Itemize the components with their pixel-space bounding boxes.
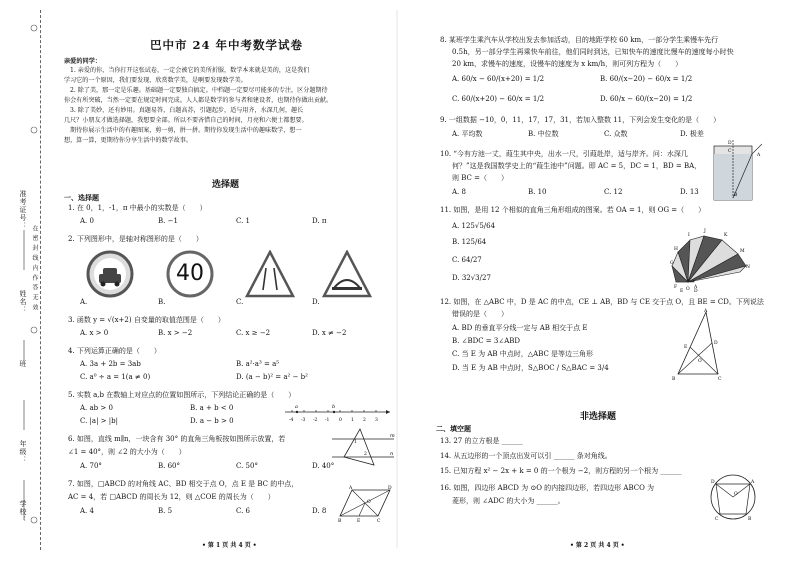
svg-text:E: E <box>680 289 684 294</box>
exam-number-label: 准考证号： <box>19 190 27 230</box>
parallel-lines-triangle-figure <box>330 427 396 467</box>
svg-text:J: J <box>704 229 706 234</box>
q1-option-c[interactable]: C. 1 <box>236 217 251 225</box>
q10-stem: 10. “今有方池一丈，葭生其中央，出水一尺，引葭赴岸，适与岸齐。问：水深几 <box>440 150 688 158</box>
intro-line: 2. 除了美，那一定是乐趣。基础题一定要独自搞定。中档题一定要尽可能多的专注，区分题期待 <box>70 87 328 94</box>
axis-tick: -4 <box>289 418 294 423</box>
section-choice-heading: 选择题 <box>212 180 240 190</box>
name-label: 姓名： <box>19 290 27 314</box>
svg-text:B: B <box>338 519 342 524</box>
q1-option-d[interactable]: D. π <box>312 217 327 225</box>
svg-text:C: C <box>728 149 732 154</box>
q5-option-c[interactable]: C. |a| > |b| <box>80 417 118 425</box>
svg-text:m: m <box>390 433 395 439</box>
q9-option-d[interactable]: D. 极差 <box>680 130 704 138</box>
q6-stem-cont: ∠1 = 40°，则 ∠2 的大小为（ ） <box>68 448 186 456</box>
svg-text:K: K <box>724 233 728 238</box>
q7-option-d[interactable]: D. 8 <box>312 507 327 515</box>
q14-text: 14. 从五边形的一个顶点出发可以引 ______ 条对角线。 <box>440 452 612 460</box>
svg-text:n: n <box>390 451 394 457</box>
q3-option-d[interactable]: D. x ≠ −2 <box>312 329 347 337</box>
q6-option-a[interactable]: A. 70° <box>80 462 102 470</box>
intro-line: 期待你展示生活中的有趣图案，剪一剪，拼一拼。期待你发现生活中的趣味数学，想一 <box>70 127 302 134</box>
q7-option-a[interactable]: A. 4 <box>80 507 94 515</box>
axis-tick: -2 <box>313 418 318 423</box>
q7-stem: 7. 如图，□ABCD 的对角线 AC、BD 相交于点 O，点 E 是 BC 的中点， <box>68 480 299 488</box>
svg-text:2: 2 <box>364 452 367 457</box>
intro-line: 3. 除了美妙，还有妙用。真题易答，白题高苏，引题起步，适与用齐，水深几何，趣长 <box>70 107 304 114</box>
svg-text:A: A <box>751 480 755 485</box>
svg-text:O: O <box>686 287 690 292</box>
q1-option-a[interactable]: A. 0 <box>80 217 94 225</box>
q8-option-a[interactable]: A. 60/x − 60/(x+20) = 1/2 <box>452 75 545 83</box>
q10-option-a[interactable]: A. 8 <box>452 188 466 196</box>
q11-option-a[interactable]: A. 125√5/64 <box>452 222 496 230</box>
intro-line: 1. 亲爱的你，当你打开这张试卷，一定会被它的美所折服，数学本来就是美的，这是我们 <box>70 67 310 74</box>
q12-stem-cont: 错误的是（ ） <box>452 310 508 318</box>
reed-pond-figure <box>710 136 766 202</box>
q11-stem: 11. 如图，是用 12 个相似的直角三角形组成的图案。若 OA = 1，则 OG =（ ） <box>440 206 706 214</box>
hump-bridge-sign-icon <box>322 250 372 298</box>
section-nonchoice-heading: 非选择题 <box>580 412 617 422</box>
svg-text:D: D <box>728 141 732 146</box>
q7-option-b[interactable]: B. 5 <box>158 507 173 515</box>
q8-option-d[interactable]: D. 60/x − 60/(x−20) = 1/2 <box>600 95 693 103</box>
q6-option-b[interactable]: B. 60° <box>158 462 181 470</box>
axis-tick: 0 <box>339 418 342 423</box>
svg-text:O: O <box>367 500 371 505</box>
svg-text:O: O <box>698 359 702 364</box>
grade-label: 年级： <box>19 440 27 464</box>
q11-option-b[interactable]: B. 125/64 <box>452 238 487 246</box>
q12-option-c[interactable]: C. 当 E 为 AB 中点时，△ABC 是等边三角形 <box>452 350 594 358</box>
q12-stem: 12. 如图，在 △ABC 中，D 是 AC 的中点，CE ⊥ AB，BD 与 CE 交于点 O，且 BE = CD。下列说法 <box>440 298 764 306</box>
parallelogram-figure <box>338 484 394 524</box>
svg-text:O: O <box>734 492 738 497</box>
narrow-road-sign-icon <box>245 250 295 298</box>
q8-option-b[interactable]: B. 60/(x−20) − 60/x = 1/2 <box>600 75 693 83</box>
q9-option-b[interactable]: B. 中位数 <box>528 130 559 138</box>
q7-option-c[interactable]: C. 6 <box>236 507 251 515</box>
inscribed-quadrilateral-figure <box>706 470 760 524</box>
svg-text:D: D <box>711 480 715 485</box>
q4-option-b[interactable]: B. a²·a³ = a⁵ <box>236 360 280 368</box>
q12-option-a[interactable]: A. BD 的垂直平分线一定与 AB 相交于点 E <box>452 324 588 332</box>
class-label: 班 <box>19 360 27 368</box>
q3-option-b[interactable]: B. x > −2 <box>158 329 193 337</box>
q3-option-a[interactable]: A. x > 0 <box>80 329 109 337</box>
q6-stem: 6. 如图，直线 m∥n，一块含有 30° 的直角三角板按如图所示放置，若 <box>68 435 286 443</box>
svg-text:N: N <box>746 265 750 270</box>
q2-option-d[interactable]: D. <box>312 298 320 306</box>
q10-option-b[interactable]: B. 10 <box>528 188 547 196</box>
q5-stem: 5. 实数 a,b 在数轴上对应点的位置如图所示，下列结论正确的是（ ） <box>68 391 296 399</box>
q7-stem-cont: AC = 4，若 □ABCD 的周长为 12，则 △COE 的周长为（ ） <box>68 493 275 501</box>
q5-option-d[interactable]: D. a − b > 0 <box>190 417 234 425</box>
svg-text:B: B <box>734 193 738 198</box>
svg-text:1: 1 <box>354 440 357 445</box>
q2-option-b[interactable]: B. <box>158 298 166 306</box>
q6-option-c[interactable]: C. 50° <box>236 462 258 470</box>
svg-text:H: H <box>674 247 678 252</box>
q10-option-c[interactable]: C. 12 <box>604 188 623 196</box>
svg-text:D: D <box>714 341 718 346</box>
intro-line: 几尺？小朋友才做选择题，我想要全部。所以不要吝惜自己的时间，月亮和六便士都想要。 <box>64 117 308 124</box>
q10-stem-cont: 则 BC =（ ） <box>452 174 508 182</box>
q4-stem: 4. 下列运算正确的是（ ） <box>68 347 161 355</box>
intro-line: 想，算一算，更期待你分享生活中的数学故事。 <box>64 137 192 144</box>
q8-stem-cont: 0.5h，另一部分学生再乘快车前往，他们同时到达，已知快车的速度比慢车的速度每小时快 <box>452 48 734 56</box>
school-label: 学校： <box>19 500 27 524</box>
q5-option-a[interactable]: A. ab > 0 <box>80 404 113 412</box>
q16-stem: 16. 如图，四边形 ABCD 为 ⊙O 的内接四边形，若四边形 ABCO 为 <box>440 484 655 492</box>
triangle-abc-figure <box>668 308 724 384</box>
q12-option-d[interactable]: D. 当 E 为 AB 中点时，S△BOC / S△BAC = 3/4 <box>452 364 609 372</box>
no-cars-sign-icon <box>86 250 134 298</box>
q13-text: 13. 27 的立方根是 ______ <box>440 437 523 445</box>
q8-option-c[interactable]: C. 60/(x+20) − 60/x = 1/2 <box>452 95 545 103</box>
q2-option-a[interactable]: A. <box>80 298 88 306</box>
axis-tick: 2 <box>363 418 366 423</box>
svg-text:C: C <box>377 519 381 524</box>
intro-greeting: 亲爱的同学： <box>64 58 102 65</box>
q4-option-d[interactable]: D. (a − b)² = a² − b² <box>236 373 308 381</box>
q3-option-c[interactable]: C. x ≥ −2 <box>236 329 271 337</box>
q10-option-d[interactable]: D. 13 <box>680 188 699 196</box>
svg-text:B: B <box>748 517 752 522</box>
q11-option-d[interactable]: D. 32√3/27 <box>452 274 491 282</box>
q8-stem-cont: 20 km，求慢车的速度，设慢车的速度为 x km/h，则可列方程为（ ） <box>452 60 683 68</box>
svg-text:D: D <box>388 486 392 491</box>
axis-tick: -1 <box>325 418 330 423</box>
q4-option-a[interactable]: A. 3a + 2b = 3ab <box>80 360 141 368</box>
svg-text:E: E <box>684 345 688 350</box>
svg-text:A: A <box>704 309 708 314</box>
q10-stem-cont: 何？”这是我国数学史上的“葭生池中”问题。即 AC = 5，DC = 1，BD = BA， <box>452 162 702 170</box>
svg-text:F: F <box>674 285 678 290</box>
intro-line: 学习它的一个原因，我们要发现、欣赏数学美，是啊要发现数学美。 <box>64 77 247 84</box>
speed-limit-value: 40 <box>176 261 204 286</box>
q1-option-b[interactable]: B. −1 <box>158 217 178 225</box>
q1-stem: 1. 在 0，1，-1，π 中最小的实数是（ ） <box>68 204 207 212</box>
svg-text:C: C <box>718 377 722 382</box>
svg-text:A: A <box>694 285 698 290</box>
svg-text:E: E <box>357 519 361 524</box>
svg-text:C: C <box>715 517 719 522</box>
svg-text:B: B <box>672 377 676 382</box>
q8-stem: 8. 某班学生乘汽车从学校出发去参加活动，目的地距学校 60 km，一部分学生乘慢车先行 <box>440 36 719 44</box>
q6-option-d[interactable]: D. 40° <box>312 462 335 470</box>
axis-tick: 3 <box>375 418 378 423</box>
q9-option-a[interactable]: A. 平均数 <box>452 130 483 138</box>
part1-heading: 一、选择题 <box>64 193 99 202</box>
svg-text:A: A <box>757 153 761 158</box>
page-footer-right: • 第 2 页 共 4 页 • <box>570 542 625 549</box>
q9-stem: 9. 一组数据 −10，0，11，17，17，31，若加入整数 11，下列会发生变化的是（ ） <box>440 116 721 124</box>
q2-stem: 2. 下列图形中，是轴对称图形的是（ ） <box>68 235 203 243</box>
axis-label-b: b <box>332 404 336 410</box>
svg-text:G: G <box>670 261 674 266</box>
spiral-triangles-figure <box>648 222 752 294</box>
q4-option-c[interactable]: C. a⁰ ÷ a = 1(a ≠ 0) <box>80 373 151 381</box>
intro-line: 你会有所突破，当然一定要在规定时间完成。人人都是数学的参与者和建设者，也期待你做出贡献。 <box>64 97 333 104</box>
q11-option-c[interactable]: C. 64/27 <box>452 256 482 264</box>
q3-stem: 3. 函数 y = √(x+2) 自变量的取值范围是（ ） <box>68 316 225 324</box>
q2-option-c[interactable]: C. <box>236 298 244 306</box>
part2-heading: 二、填空题 <box>436 424 471 433</box>
q16-stem-cont: 菱形，则 ∠ADC 的大小为 ______。 <box>452 497 565 505</box>
page-footer-left: • 第 1 页 共 4 页 • <box>202 542 257 549</box>
q15-text: 15. 已知方程 x² − 2x + k = 0 的一个根为 −2，则方程的另一个根为 ______ <box>440 467 682 475</box>
axis-tick: 1 <box>351 418 354 423</box>
svg-text:D: D <box>694 289 698 294</box>
page-title: 巴中市 24 年中考数学试卷 <box>150 38 304 52</box>
axis-label-a: a <box>295 404 298 410</box>
svg-text:I: I <box>688 233 690 238</box>
seal-notice: 在 密 封 线 内 作 答 无 效 <box>31 225 38 312</box>
svg-text:M: M <box>740 249 745 254</box>
q12-option-b[interactable]: B. ∠BDC = 3∠ABD <box>452 337 521 345</box>
axis-tick: -3 <box>301 418 306 423</box>
q5-option-b[interactable]: B. a + b < 0 <box>190 404 234 412</box>
q9-option-c[interactable]: C. 众数 <box>604 130 628 138</box>
svg-text:A: A <box>349 486 353 491</box>
number-line-figure <box>282 400 394 424</box>
